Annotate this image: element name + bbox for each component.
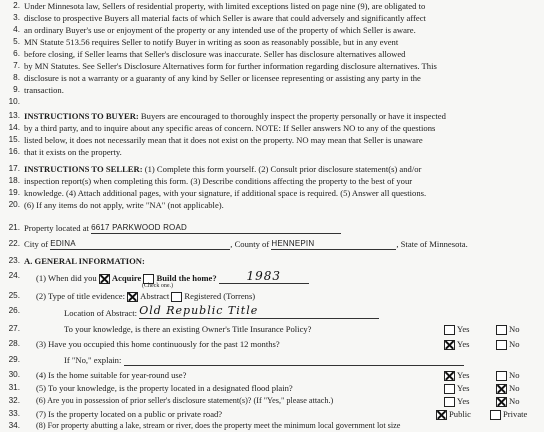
form-line: 20. (6) If any items do not apply, write "NA" (not applicable). (8, 200, 224, 210)
line-28: 28. (3) Have you occupied this home continuously for the past 12 months? Yes No (8, 339, 520, 349)
line-25: 25. (2) Type of title evidence: Abstract Registered (Torrens) (8, 291, 256, 301)
form-line: 4. an ordinary Buyer's use or enjoyment of the property or any intended use of the property of which Seller is aware. (13, 25, 416, 35)
line-33: 33. (7) Is the property located on a public or private road? Public Private (8, 409, 528, 419)
line-text: transaction. (24, 85, 64, 95)
registered-checkbox[interactable] (171, 292, 182, 302)
occupied-no-checkbox[interactable] (496, 340, 507, 350)
form-line: 19. knowledge. (4) Attach additional pages, with your signature, if additional space is required. (5) Answer all questions. (8, 188, 427, 198)
form-line: 9. transaction. (13, 85, 64, 95)
city-field[interactable]: EDINA (50, 238, 230, 250)
private-road-checkbox[interactable] (490, 410, 501, 420)
year-round-no-checkbox[interactable] (496, 371, 507, 381)
state-label: , State of Minnesota. (396, 239, 468, 249)
form-line: 15. listed below, it does not necessarily mean that it does not exist on the property. NO may mean that Seller is unaware (8, 135, 423, 145)
line-22: 22. City of EDINA , County of HENNEPIN , State of Minnesota. (8, 239, 468, 249)
form-line: 18. inspection report(s) when completing this form. (3) Describe conditions affecting the property to the best of your (8, 176, 413, 186)
line-23: 23. A. GENERAL INFORMATION: (8, 256, 145, 266)
property-address-field[interactable]: 6617 PARKWOOD ROAD (91, 222, 341, 234)
line-text: Under Minnesota law, Sellers of residential property, with limited exceptions listed on page nine (9), are obligated to (24, 1, 426, 11)
form-line: 5. MN Statute 513.56 requires Seller to notify Buyer in writing as soon as reasonably possible, but in any event (13, 37, 399, 47)
occupied-yes-checkbox[interactable] (444, 340, 455, 350)
prior-disclosure-yes-checkbox[interactable] (444, 397, 455, 407)
flood-plain-yes-checkbox[interactable] (444, 384, 455, 394)
line-text: MN Statute 513.56 requires Seller to notify Buyer in writing as soon as reasonably possible, but in any event (24, 37, 399, 47)
form-line: 7. by MN Statutes. See Seller's Disclosure Alternatives form for further information regarding disclosure alternatives. This (13, 61, 437, 71)
line-text: inspection report(s) when completing this form. (3) Describe conditions affecting the property to the best of your (24, 176, 413, 186)
line-text: knowledge. (4) Attach additional pages, with your signature, if additional space is required. (5) Answer all questions. (24, 188, 427, 198)
title-policy-no-checkbox[interactable] (496, 325, 507, 335)
flood-plain-no-checkbox[interactable] (496, 384, 507, 394)
instructions-heading: INSTRUCTIONS TO SELLER: (24, 164, 143, 174)
county-label: , County of (230, 239, 270, 249)
line-text: listed below, it does not necessarily mean that it does not exist on the property. NO may mean that Seller is unaware (24, 135, 423, 145)
line-24: 24. (1) When did you Acquire Build the home? 1983 (Check one.) (0, 270, 544, 286)
form-line: 13. INSTRUCTIONS TO BUYER: Buyers are encouraged to thoroughly inspect the property personally or have it inspected (8, 111, 446, 121)
abstract-checkbox[interactable] (127, 292, 138, 302)
line-29: 29. If "No," explain: (0, 354, 544, 367)
line-text: Buyers are encouraged to thoroughly inspect the property personally or have it inspected (138, 111, 446, 121)
acquire-checkbox[interactable] (99, 274, 110, 284)
form-line: 14. by a third party, and to inquire about any specific areas of concern. NOTE: If Seller answers NO to any of the questions (8, 123, 436, 133)
line-text: disclosure is not a warranty or a guaranty of any kind by Seller or licensee representing or assisting any party in the (24, 73, 421, 83)
abstract-location-field[interactable]: Old Republic Title (139, 305, 379, 319)
city-label: City of (24, 239, 49, 249)
form-line: 2. Under Minnesota law, Sellers of residential property, with limited exceptions listed on page nine (9), are obligated to (13, 1, 426, 11)
public-road-checkbox[interactable] (436, 410, 447, 420)
explain-field[interactable] (124, 354, 464, 366)
line-text: disclose to prospective Buyers all material facts of which Seller is aware that could adversely and significantly affect (24, 13, 426, 23)
property-located-label: Property located at (24, 223, 89, 233)
line-text: (6) If any items do not apply, write "NA" (not applicable). (24, 200, 224, 210)
form-line: 16. that it exists on the property. (8, 147, 122, 157)
form-line: 6. before closing, if Seller learns that Seller's disclosure was inaccurate. Seller has disclosure alternatives allowed (13, 49, 406, 59)
line-32: 32. (6) Are you in possession of prior seller's disclosure statement(s)? (If "Yes," please attach.) Yes No (8, 396, 520, 406)
line-27: 27. To your knowledge, is there an existing Owner's Title Insurance Policy? Yes No (8, 324, 520, 334)
line-31: 31. (5) To your knowledge, is the property located in a designated flood plain? Yes No (8, 383, 520, 393)
line-text: before closing, if Seller learns that Seller's disclosure was inaccurate. Seller has disclosure alternatives allowed (24, 49, 406, 59)
form-line: 10. (8, 97, 20, 106)
line-text: by MN Statutes. See Seller's Disclosure Alternatives form for further information regarding disclosure alternatives. This (24, 61, 437, 71)
form-line: 17. INSTRUCTIONS TO SELLER: (1) Complete this form yourself. (2) Consult prior disclosure statement(s) and/or (8, 164, 422, 174)
form-line: 3. disclose to prospective Buyers all material facts of which Seller is aware that could adversely and significantly affect (13, 13, 426, 23)
general-info-heading: A. GENERAL INFORMATION: (24, 256, 145, 266)
year-field[interactable]: 1983 (219, 270, 309, 284)
check-one-note: (Check one.) (142, 283, 173, 289)
line-26: 26. Location of Abstract: Old Republic Title (0, 305, 544, 319)
title-policy-yes-checkbox[interactable] (444, 325, 455, 335)
line-text: an ordinary Buyer's use or enjoyment of the property or any intended use of the property of which Seller is aware. (24, 25, 416, 35)
prior-disclosure-no-checkbox[interactable] (496, 397, 507, 407)
instructions-heading: INSTRUCTIONS TO BUYER: (24, 111, 139, 121)
line-text: (1) Complete this form yourself. (2) Consult prior disclosure statement(s) and/or (142, 164, 422, 174)
line-30: 30. (4) Is the home suitable for year-round use? Yes No (8, 370, 520, 380)
form-line: 8. disclosure is not a warranty or a guaranty of any kind by Seller or licensee representing or assisting any party in the (13, 73, 421, 83)
line-text: that it exists on the property. (24, 147, 122, 157)
line-text: by a third party, and to inquire about any specific areas of concern. NOTE: If Seller answers NO to any of the questions (24, 123, 436, 133)
year-round-yes-checkbox[interactable] (444, 371, 455, 381)
line-34: 34. (8) For property abutting a lake, stream or river, does the property meet the minimum local government lot size (8, 421, 401, 430)
county-field[interactable]: HENNEPIN (271, 238, 396, 250)
line-21: 21. Property located at 6617 PARKWOOD ROAD (0, 222, 544, 235)
